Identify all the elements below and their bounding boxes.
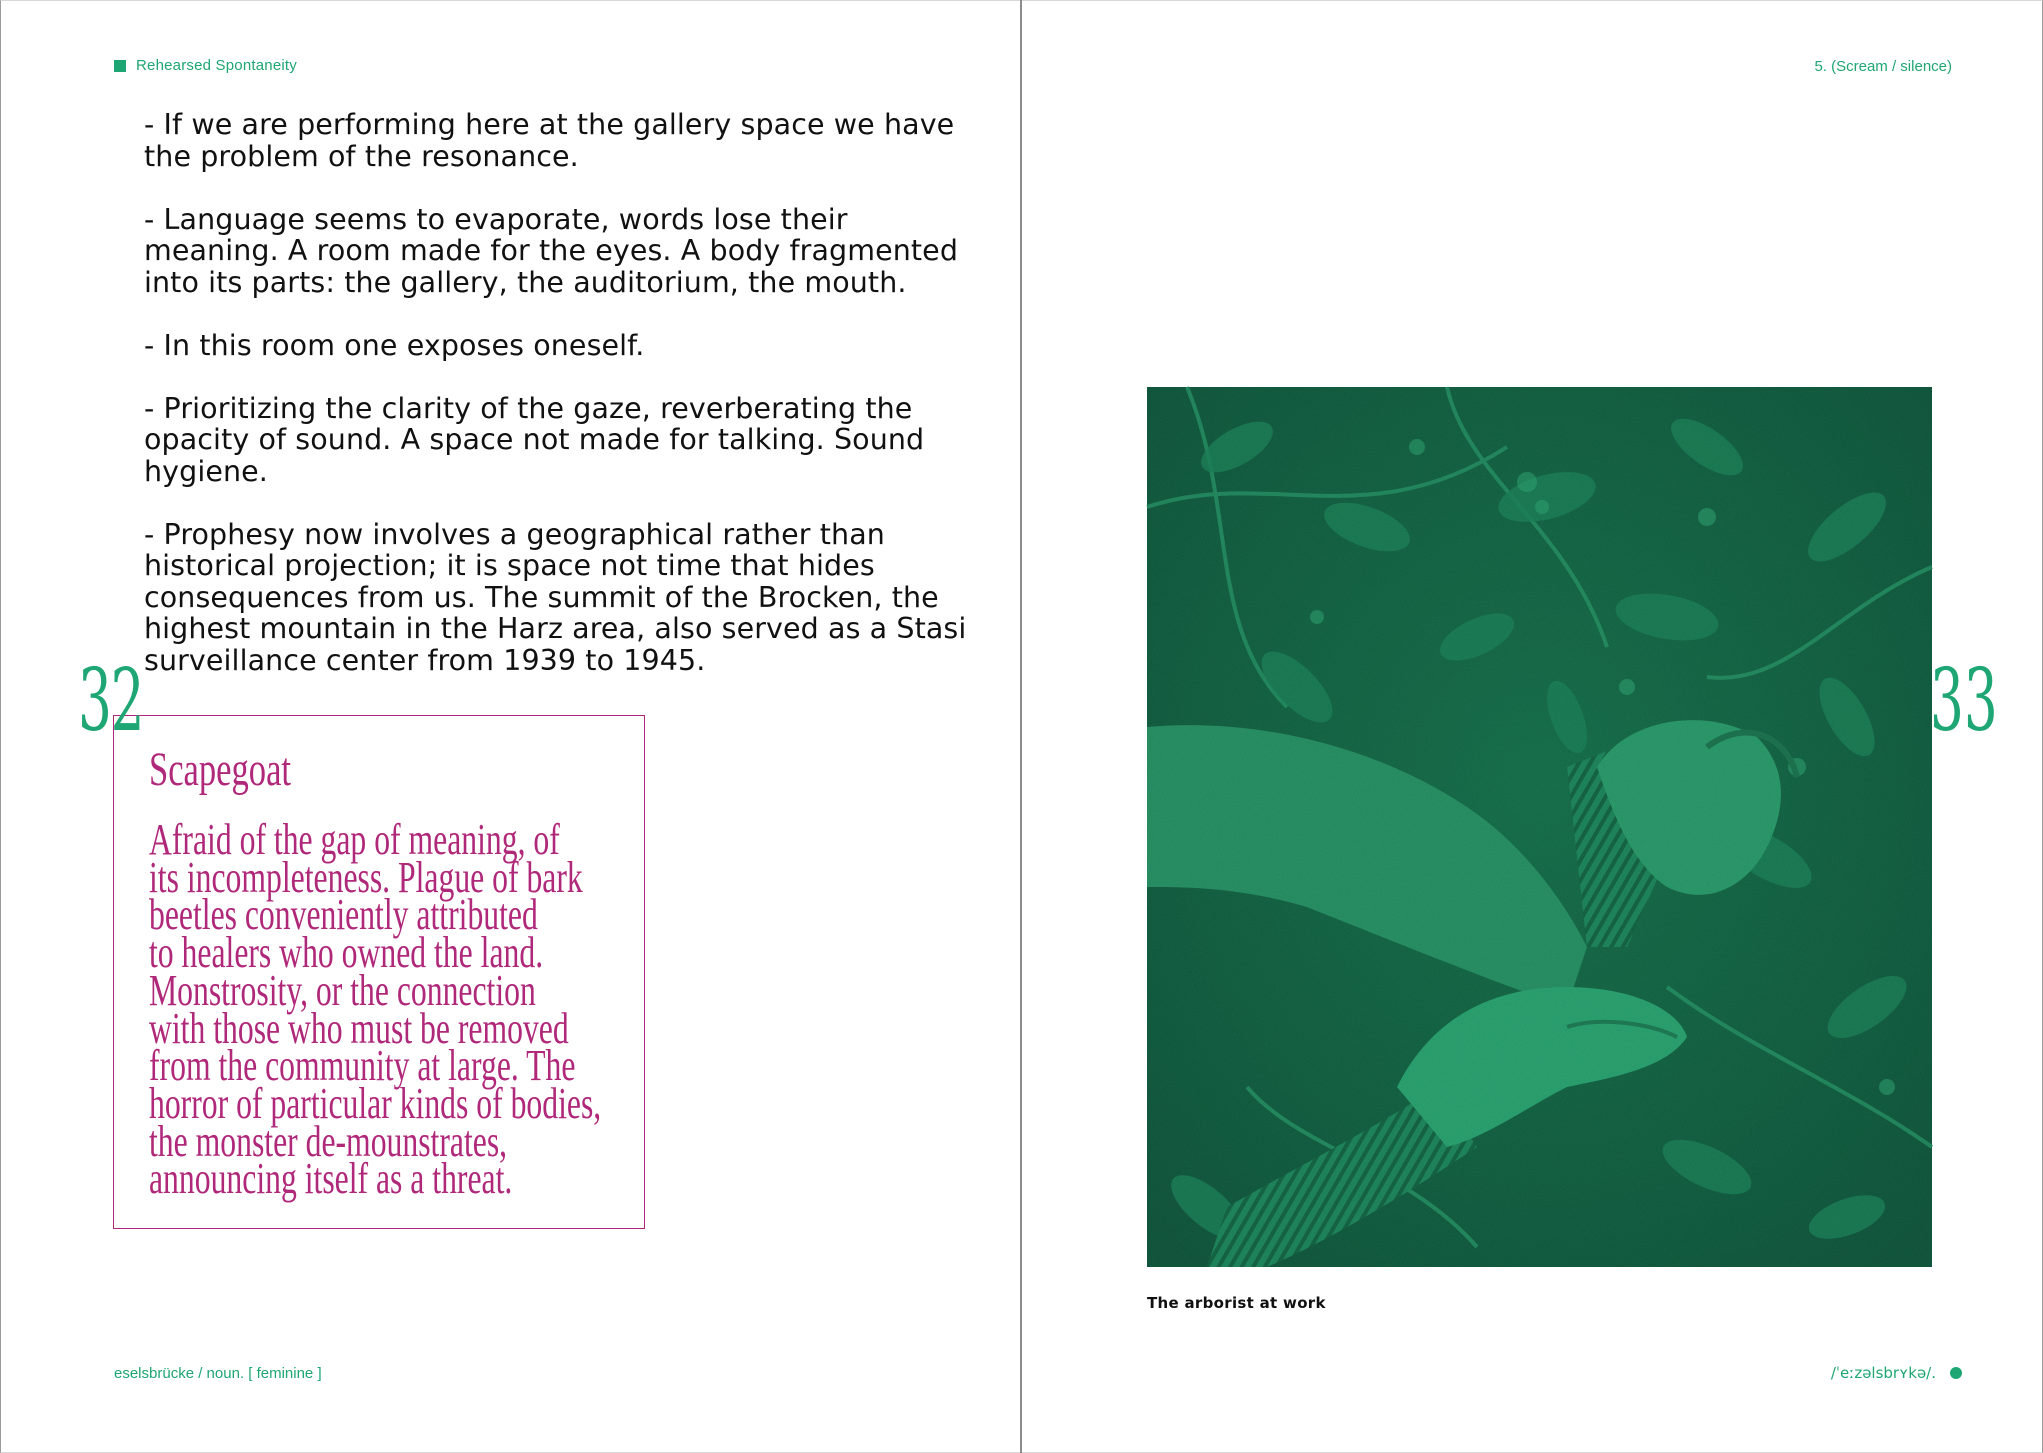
paragraph	[144, 109, 984, 172]
text-line: consequences from us. The summit of the Brocken, the	[144, 580, 939, 614]
running-head-left-label: Rehearsed Spontaneity	[136, 57, 297, 74]
dot-marker-icon	[1950, 1367, 1962, 1379]
sidebar-line: from the community at large. The	[149, 1041, 576, 1091]
text-line: - If we are performing here at the gallery space we have	[144, 108, 955, 141]
text-line: highest mountain in the Harz area, also served as a Stasi	[144, 612, 967, 645]
sidebar-line: with those who must be removed	[149, 1003, 569, 1053]
sidebar-line: its incompleteness. Plague of bark	[149, 852, 583, 902]
footer-right-label: /ˈeːzəlsbrʏkə/.	[1830, 1364, 1936, 1382]
text-line: opacity of sound. A space not made for talking. Sound	[144, 423, 925, 456]
sidebar-line: announcing itself as a threat.	[149, 1154, 513, 1204]
text-line: - Prophesy now involves a geographical rather than	[144, 517, 885, 551]
paragraph	[144, 519, 984, 677]
text-line: - Language seems to evaporate, words lose their	[144, 202, 848, 236]
arborist-photo	[1147, 387, 1932, 1267]
paragraph	[144, 330, 984, 362]
page-number-left: 32	[78, 651, 144, 751]
running-head-left	[114, 57, 297, 74]
text-line: surveillance center from 1939 to 1945.	[144, 643, 706, 677]
footer-left: eselsbrücke / noun. [ feminine ]	[114, 1365, 322, 1382]
paragraph	[144, 204, 984, 299]
sidebar-line: the monster de-mounstrates,	[149, 1116, 508, 1166]
sidebar-title: Scapegoat	[149, 743, 292, 796]
text-line: meaning. A room made for the eyes. A body fragmented	[144, 234, 959, 267]
gutter	[1020, 0, 1022, 1453]
sidebar-line: Afraid of the gap of meaning, of	[149, 815, 560, 864]
text-line: hygiene.	[144, 454, 268, 488]
arborist-photo-illustration	[1147, 387, 1932, 1267]
running-head-right: 5. (Scream / silence)	[1814, 58, 1952, 75]
sidebar-text	[149, 815, 602, 1204]
paragraph	[144, 393, 984, 488]
footer-right	[1831, 1364, 1962, 1382]
text-line: historical projection; it is space not time that hides	[144, 549, 875, 582]
text-line: - In this room one exposes oneself.	[144, 328, 645, 362]
sidebar-line: beetles conveniently attributed	[149, 890, 538, 940]
left-page	[0, 0, 1021, 1453]
photo-caption: The arborist at work	[1147, 1294, 1326, 1312]
main-text	[144, 109, 984, 708]
text-line: the problem of the resonance.	[144, 139, 579, 173]
text-line: into its parts: the gallery, the auditorium, the mouth.	[144, 265, 907, 299]
sidebar-line: to healers who owned the land.	[149, 928, 544, 978]
sidebar-line: Monstrosity, or the connection	[149, 965, 536, 1015]
text-line: - Prioritizing the clarity of the gaze, reverberating the	[144, 391, 913, 425]
square-marker-icon	[114, 60, 126, 72]
sidebar-line: horror of particular kinds of bodies,	[149, 1078, 602, 1128]
page-number-right	[1930, 658, 1949, 744]
